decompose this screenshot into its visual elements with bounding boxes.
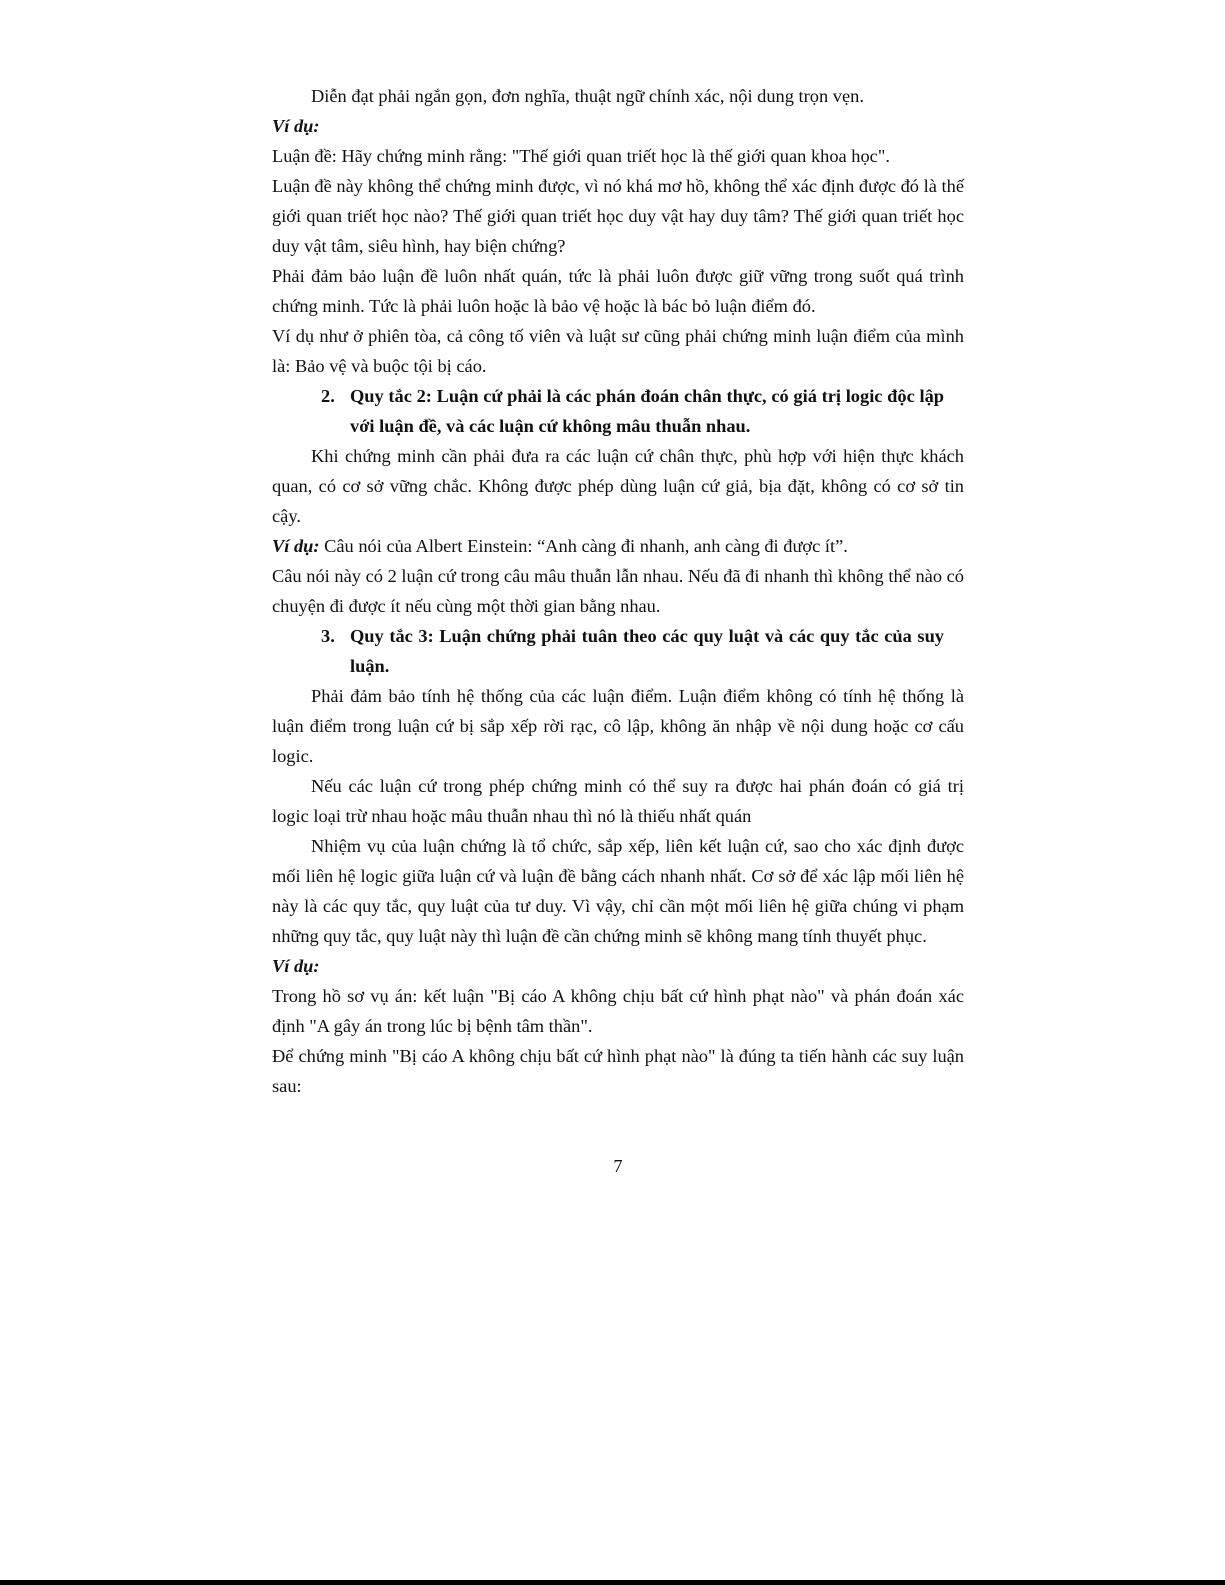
paragraph: Để chứng minh "Bị cáo A không chịu bất cứ hình phạt nào" là đúng ta tiến hành các suy luận sau:: [272, 1046, 964, 1096]
heading-text: Quy tắc 2: Luận cứ phải là các phán đoán chân thực, có giá trị logic độc lập với luận đề, và các luận cứ không mâu thuẫn nhau.: [350, 386, 944, 436]
page-body: [272, 81, 964, 1101]
example-label: Ví dụ:: [272, 116, 320, 136]
section-heading-rule-2: [272, 381, 964, 441]
paragraph: Nhiệm vụ của luận chứng là tổ chức, sắp xếp, liên kết luận cứ, sao cho xác định được mối liên hệ logic giữa luận cứ và luận đề bằng cách nhanh nhất. Cơ sở để xác lập mối liên hệ này là các quy tắc, quy luật của tư duy. Vì vậy, chỉ cần một mối liên hệ giữa chúng vi phạm những quy tắc, quy luật này thì luận đề cần chứng minh sẽ không mang tính thuyết phục.: [272, 836, 964, 946]
example-label: Ví dụ:: [272, 536, 320, 556]
paragraph: Khi chứng minh cần phải đưa ra các luận cứ chân thực, phù hợp với hiện thực khách quan, có cơ sở vững chắc. Không được phép dùng luận cứ giả, bịa đặt, không có cơ sở tin cậy.: [272, 446, 964, 526]
heading-number: 2.: [321, 386, 335, 406]
paragraph: Câu nói này có 2 luận cứ trong câu mâu thuẫn lẫn nhau. Nếu đã đi nhanh thì không thể nào có chuyện đi được ít nếu cùng một thời gian bằng nhau.: [272, 566, 964, 616]
heading-text: Quy tắc 3: Luận chứng phải tuân theo các quy luật và các quy tắc của suy luận.: [350, 626, 944, 676]
paragraph: Phải đảm bảo tính hệ thống của các luận điểm. Luận điểm không có tính hệ thống là luận điểm trong luận cứ bị sắp xếp rời rạc, cô lập, không ăn nhập về nội dung hoặc cơ cấu logic.: [272, 686, 964, 766]
paragraph: Luận đề này không thể chứng minh được, vì nó khá mơ hồ, không thể xác định được đó là thế giới quan triết học nào? Thế giới quan triết học duy vật hay duy tâm? Thế giới quan triết học duy vật tâm, siêu hình, hay biện chứng?: [272, 176, 964, 256]
paragraph: Ví dụ như ở phiên tòa, cả công tố viên và luật sư cũng phải chứng minh luận điểm của mình là: Bảo vệ và buộc tội bị cáo.: [272, 326, 964, 376]
page-number: 7: [613, 1156, 623, 1176]
example-paragraph: [272, 531, 964, 561]
paragraph: Diễn đạt phải ngắn gọn, đơn nghĩa, thuật ngữ chính xác, nội dung trọn vẹn.: [311, 86, 864, 106]
paragraph: Trong hồ sơ vụ án: kết luận "Bị cáo A không chịu bất cứ hình phạt nào" và phán đoán xác định "A gây án trong lúc bị bệnh tâm thần".: [272, 986, 964, 1036]
example-text: Câu nói của Albert Einstein: “Anh càng đi nhanh, anh càng đi được ít”.: [319, 536, 848, 556]
heading-number: 3.: [321, 626, 335, 646]
paragraph: Nếu các luận cứ trong phép chứng minh có thể suy ra được hai phán đoán có giá trị logic loại trừ nhau hoặc mâu thuẫn nhau thì nó là thiếu nhất quán: [272, 776, 964, 826]
paragraph: Phải đảm bảo luận đề luôn nhất quán, tức là phải luôn được giữ vững trong suốt quá trình chứng minh. Tức là phải luôn hoặc là bảo vệ hoặc là bác bỏ luận điểm đó.: [272, 266, 964, 316]
bottom-border: [0, 1580, 1225, 1585]
paragraph: Luận đề: Hãy chứng minh rằng: "Thế giới quan triết học là thế giới quan khoa học".: [272, 146, 890, 166]
section-heading-rule-3: [272, 621, 964, 681]
example-label: Ví dụ:: [272, 956, 320, 976]
